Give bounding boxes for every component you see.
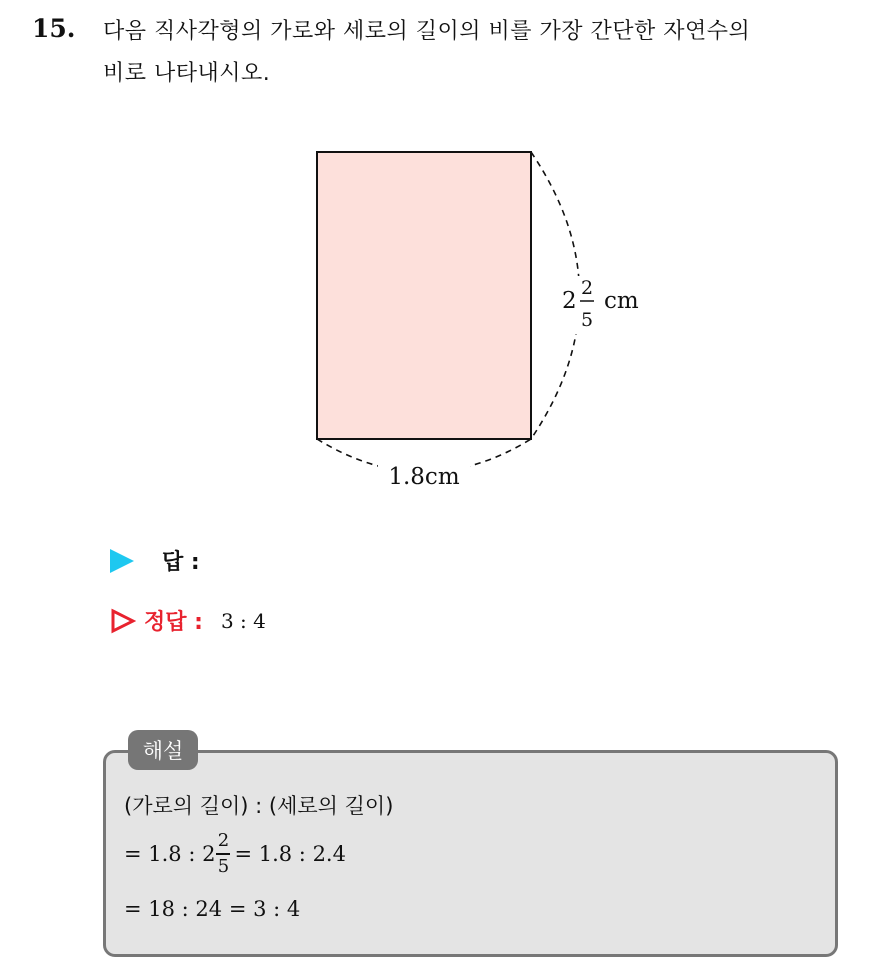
answer-label: 답 : [162,550,200,575]
correct-arrow-icon [110,608,136,634]
solution-fraction-denominator: 5 [217,855,230,877]
solution-line-1 [124,790,393,820]
solution-line-2-suffix: = 1.8 : 2.4 [234,841,346,866]
solution-line-2 [124,832,346,876]
solution-line-2-prefix: = 1.8 : 2 [124,841,216,866]
solution-line-1-text: (가로의 길이) : (세로의 길이) [124,794,394,818]
question-text-line-2: 비로 나타내시오. [103,61,271,86]
solution-tab: 해설 [128,730,198,770]
rectangle-shape [317,152,531,439]
correct-answer-row [110,605,266,636]
answer-row [110,545,200,576]
answer-arrow-icon [110,549,134,573]
height-label-whole: 2 [562,288,577,314]
solution-line-3: = 18 : 24 = 3 : 4 [124,897,301,921]
solution-line-2-fraction [216,832,230,876]
question-number: 15. [32,14,76,43]
height-label-denominator: 5 [580,309,594,331]
correct-answer-label: 정답 : [144,610,203,635]
height-label-numerator: 2 [580,277,594,299]
height-label-unit: cm [604,288,639,314]
correct-answer-value: 3 : 4 [220,608,266,633]
question-text-line-1: 다음 직사각형의 가로와 세로의 길이의 비를 가장 간단한 자연수의 [103,19,751,44]
solution-fraction-bar [216,853,230,855]
solution-fraction-numerator: 2 [217,830,230,851]
width-label: 1.8cm [388,464,460,490]
